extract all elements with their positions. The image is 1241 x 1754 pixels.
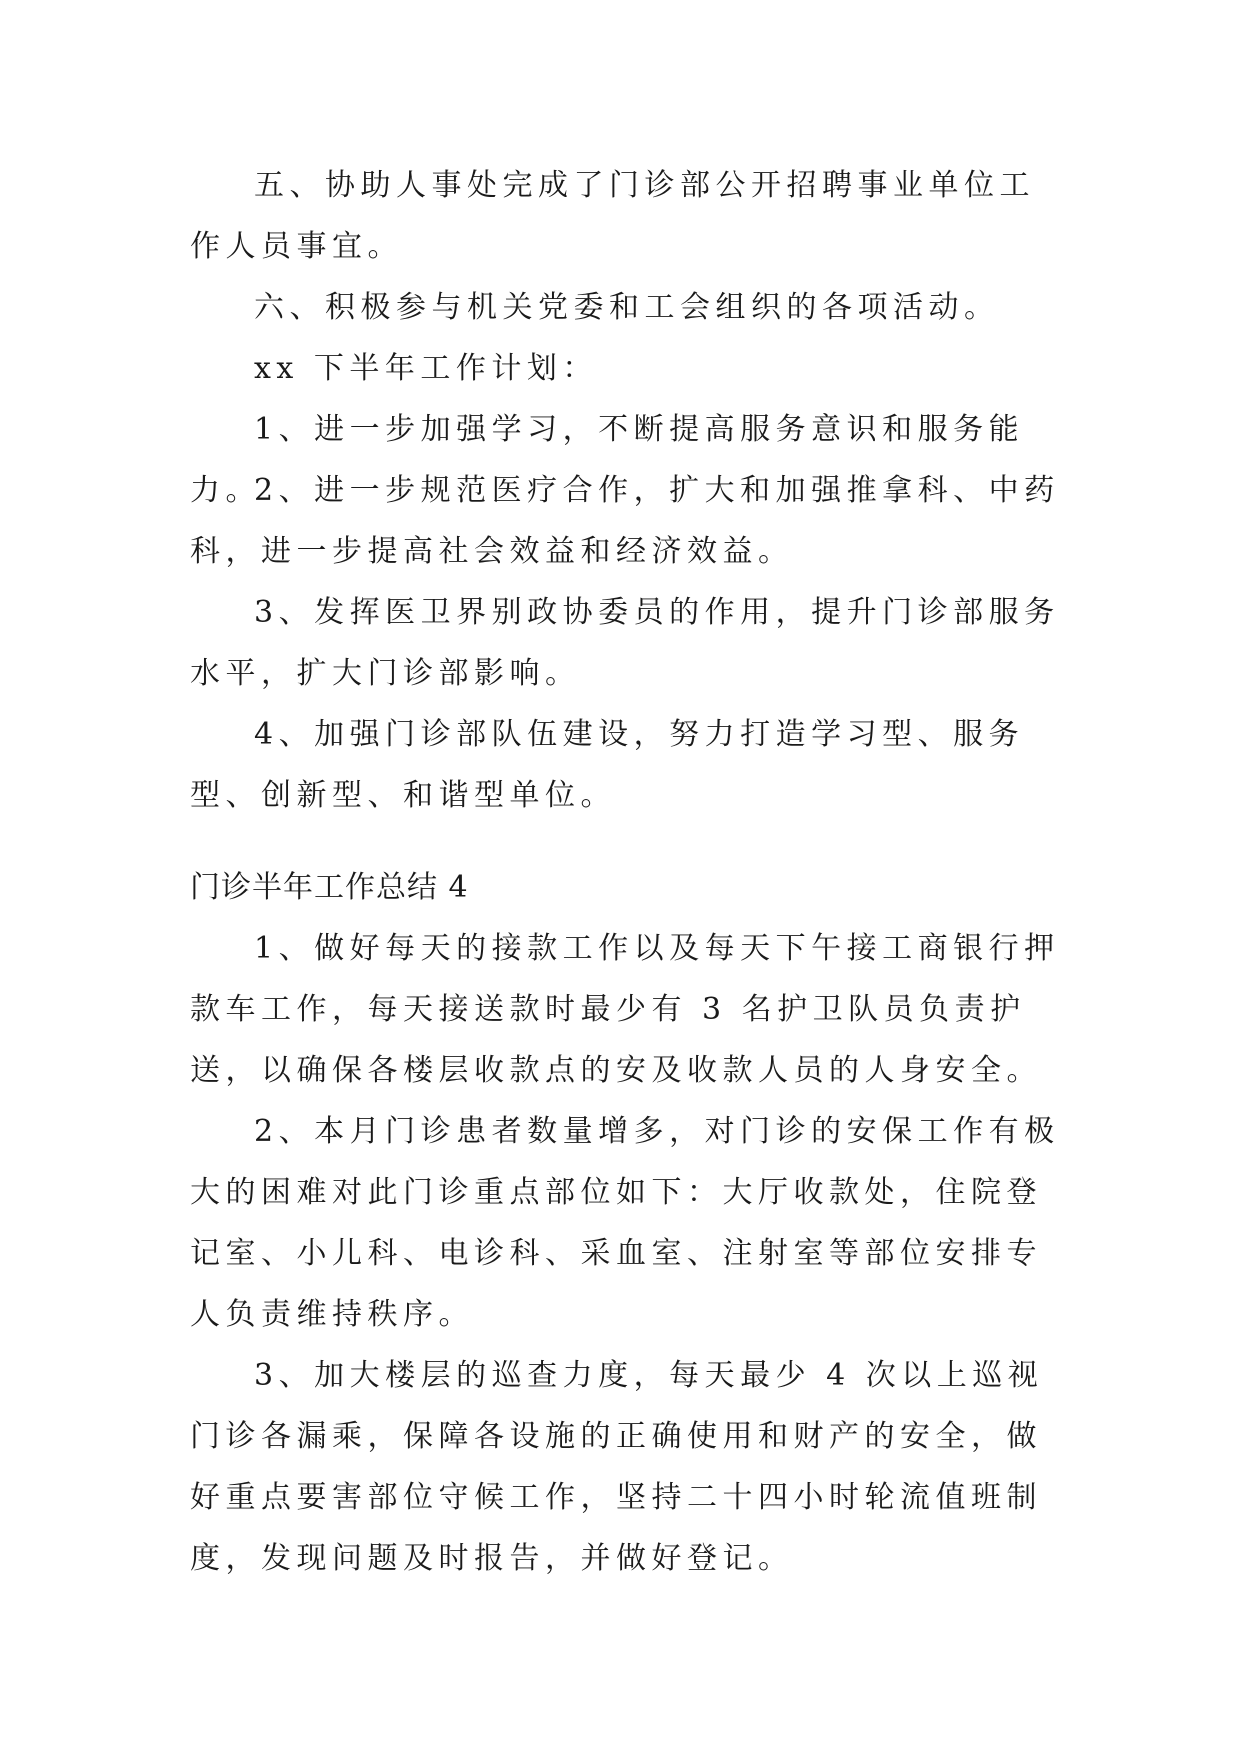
summary-item-3: 3、加大楼层的巡查力度，每天最少 4 次以上巡视门诊各漏乘，保障各设施的正确使用和财产的安全，做好重点要害部位守候工作，坚持二十四小时轮流值班制度，发现问题及时报告，并做好登记。 xyxy=(190,1358,1044,1576)
section-title: 门诊半年工作总结 4 xyxy=(190,870,469,905)
plan-item-2: 2、进一步规范医疗合作，扩大和加强推拿科、中药科，进一步提高社会效益和经济效益。 xyxy=(190,473,1060,569)
summary-item-2: 2、本月门诊患者数量增多，对门诊的安保工作有极大的困难对此门诊重点部位如下：大厅收款处，住院登记室、小儿科、电诊科、采血室、注射室等部位安排专人负责维持秩序。 xyxy=(190,1114,1060,1332)
plan-item-1: 1、进一步加强学习，不断提高服务意识和服务能力。 xyxy=(190,412,1025,508)
paragraph-item-6: 六、积极参与机关党委和工会组织的各项活动。 xyxy=(254,290,1000,325)
summary-item-1: 1、做好每天的接款工作以及每天下午接工商银行押款车工作，每天接送款时最少有 3 名护卫队员负责护送，以确保各楼层收款点的安及收款人员的人身安全。 xyxy=(190,931,1060,1088)
paragraph-item-5: 五、协助人事处完成了门诊部公开招聘事业单位工作人员事宜。 xyxy=(190,168,1035,264)
plan-item-4: 4、加强门诊部队伍建设，努力打造学习型、服务型、创新型、和谐型单位。 xyxy=(190,717,1025,813)
plan-heading: xx 下半年工作计划： xyxy=(254,351,598,386)
plan-item-3: 3、发挥医卫界别政协委员的作用，提升门诊部服务水平，扩大门诊部影响。 xyxy=(190,595,1060,691)
